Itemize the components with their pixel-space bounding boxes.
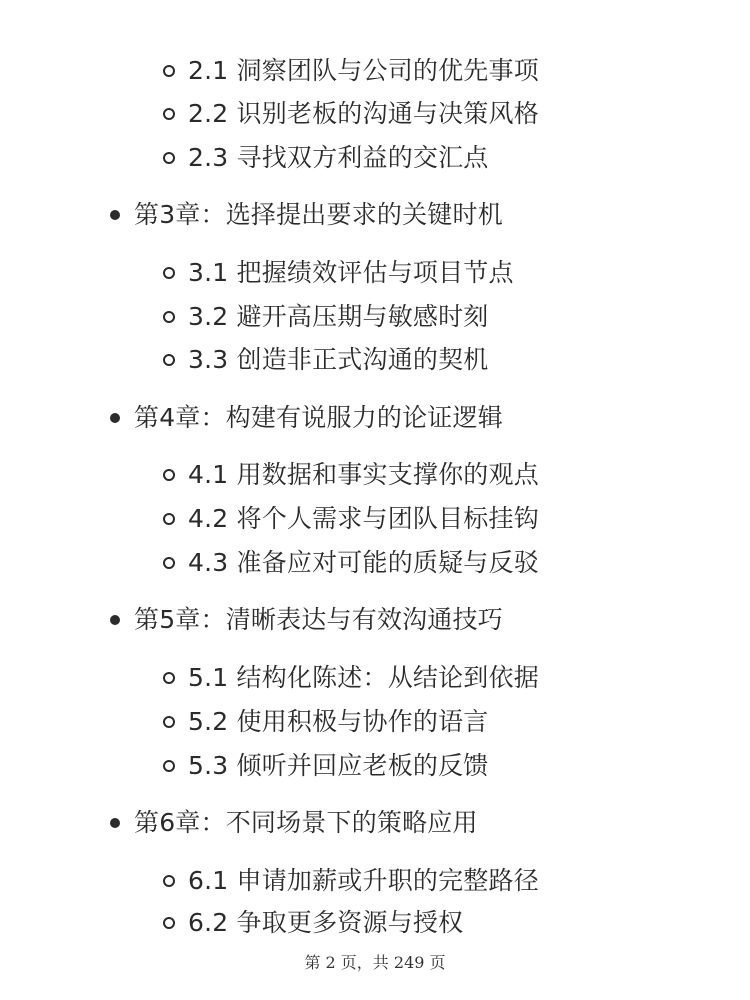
hollow-circle-bullet-icon [163,65,175,77]
toc-item-label: 第6章：不同场景下的策略应用 [134,808,478,837]
toc-chapter-item [0,600,750,640]
toc-section-item [0,340,750,380]
toc-item-label: 6.2 争取更多资源与授权 [188,908,464,937]
hollow-circle-bullet-icon [163,716,175,728]
toc-section-item [0,543,750,583]
toc-section-item [0,658,750,698]
toc-item-label: 2.2 识别老板的沟通与决策风格 [188,99,539,128]
filled-circle-bullet-icon [110,413,120,423]
filled-circle-bullet-icon [110,818,120,828]
toc-item-label: 2.1 洞察团队与公司的优先事项 [188,56,539,85]
toc-item-label: 第3章：选择提出要求的关键时机 [134,200,503,229]
toc-item-label: 第5章：清晰表达与有效沟通技巧 [134,605,503,634]
toc-chapter-item [0,803,750,843]
toc-item-label: 第4章：构建有说服力的论证逻辑 [134,403,503,432]
hollow-circle-bullet-icon [163,469,175,481]
hollow-circle-bullet-icon [163,152,175,164]
hollow-circle-bullet-icon [163,311,175,323]
hollow-circle-bullet-icon [163,760,175,772]
toc-section-item [0,903,750,943]
hollow-circle-bullet-icon [163,672,175,684]
toc-section-item [0,297,750,337]
toc-item-label: 2.3 寻找双方利益的交汇点 [188,143,489,172]
hollow-circle-bullet-icon [163,513,175,525]
page-number-footer: 第 2 页，共 249 页 [304,953,446,972]
toc-section-item [0,455,750,495]
filled-circle-bullet-icon [110,615,120,625]
toc-section-item [0,94,750,134]
toc-section-item [0,138,750,178]
toc-section-item [0,253,750,293]
toc-chapter-item [0,398,750,438]
toc-item-label: 3.2 避开高压期与敏感时刻 [188,302,489,331]
toc-item-label: 5.2 使用积极与协作的语言 [188,707,489,736]
toc-item-label: 4.3 准备应对可能的质疑与反驳 [188,548,539,577]
toc-section-item [0,51,750,91]
toc-item-label: 5.1 结构化陈述：从结论到依据 [188,663,539,692]
toc-item-label: 5.3 倾听并回应老板的反馈 [188,751,489,780]
toc-section-item [0,746,750,786]
hollow-circle-bullet-icon [163,875,175,887]
hollow-circle-bullet-icon [163,354,175,366]
toc-item-label: 4.2 将个人需求与团队目标挂钩 [188,504,539,533]
toc-section-item [0,702,750,742]
toc-section-item [0,861,750,901]
toc-item-label: 6.1 申请加薪或升职的完整路径 [188,866,539,895]
toc-item-label: 3.1 把握绩效评估与项目节点 [188,258,514,287]
toc-item-label: 4.1 用数据和事实支撑你的观点 [188,460,539,489]
toc-item-label: 3.3 创造非正式沟通的契机 [188,345,489,374]
hollow-circle-bullet-icon [163,557,175,569]
toc-section-item [0,499,750,539]
hollow-circle-bullet-icon [163,267,175,279]
hollow-circle-bullet-icon [163,917,175,929]
filled-circle-bullet-icon [110,210,120,220]
hollow-circle-bullet-icon [163,108,175,120]
toc-chapter-item [0,195,750,235]
